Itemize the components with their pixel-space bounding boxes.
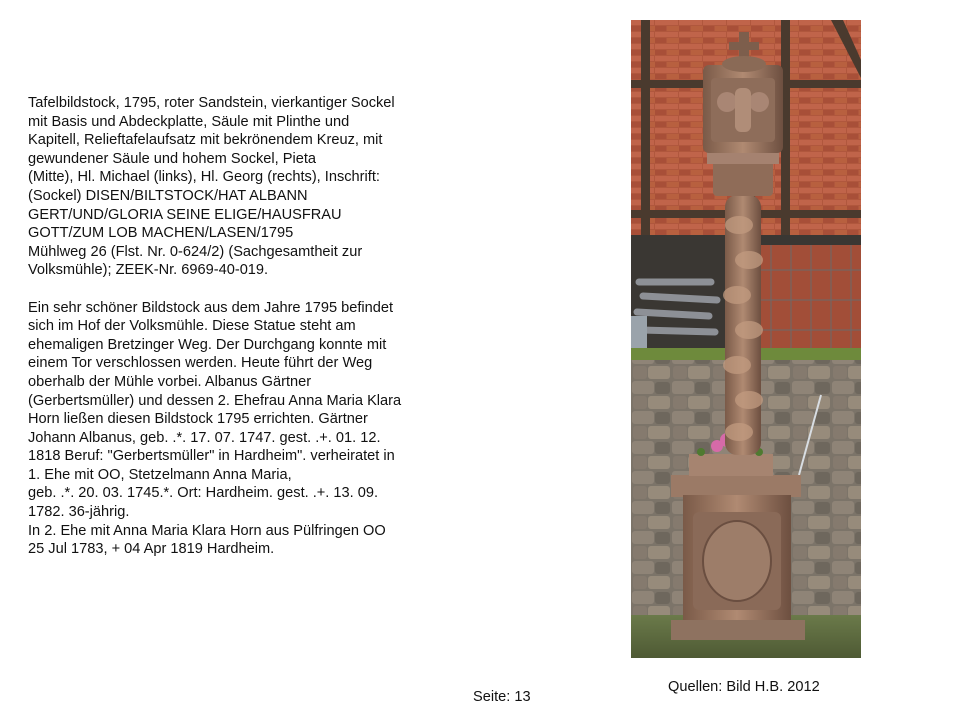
history-line: oberhalb der Mühle vorbei. Albanus Gärtner (28, 373, 312, 390)
photo-caption: Quellen: Bild H.B. 2012 (668, 679, 820, 695)
description-line: mit Basis und Abdeckplatte, Säule mit Plinthe und (28, 113, 350, 130)
description-line: (Mitte), Hl. Michael (links), Hl. Georg (rechts), Inschrift: (28, 169, 380, 186)
description-line: Mühlweg 26 (Flst. Nr. 0-624/2) (Sachgesamtheit zur (28, 243, 363, 260)
paragraph-gap (28, 280, 448, 299)
history-line: 1. Ehe mit OO, Stetzelmann Anna Maria, (28, 466, 292, 483)
history-line: Johann Albanus, geb. .*. 17. 07. 1747. gest. .+. 01. 12. (28, 429, 381, 446)
history-line: Horn ließen diesen Bildstock 1795 errichten. Gärtner (28, 411, 368, 428)
bildstock-illustration (631, 20, 861, 658)
history-line: Ein sehr schöner Bildstock aus dem Jahre 1795 befindet (28, 299, 394, 316)
history-line: (Gerbertsmüller) und dessen 2. Ehefrau Anna Maria Klara (28, 392, 402, 409)
history-line: sich im Hof der Volksmühle. Diese Statue steht am (28, 318, 356, 335)
history-line: 1818 Beruf: "Gerbertsmüller" in Hardheim". verheiratet in (28, 448, 395, 465)
history-line: 1782. 36-jährig. (28, 504, 130, 521)
description-line: GOTT/ZUM LOB MACHEN/LASEN/1795 (28, 225, 294, 242)
description-line: gewundener Säule und hohem Sockel, Pieta (28, 150, 317, 167)
text-column (28, 94, 448, 559)
description-line: GERT/UND/GLORIA SEINE ELIGE/HAUSFRAU (28, 206, 342, 223)
description-line: (Sockel) DISEN/BILTSTOCK/HAT ALBANN (28, 187, 308, 204)
description-line: Volksmühle); ZEEK-Nr. 6969-40-019. (28, 262, 269, 279)
history-line: geb. .*. 20. 03. 1745.*. Ort: Hardheim. gest. .+. 13. 09. (28, 485, 379, 502)
history-line: einem Tor verschlossen werden. Heute führt der Weg (28, 355, 373, 372)
description-line: Kapitell, Relieftafelaufsatz mit bekrönendem Kreuz, mit (28, 132, 383, 149)
bildstock-photo (631, 20, 861, 658)
history-line: In 2. Ehe mit Anna Maria Klara Horn aus Pülfringen OO (28, 522, 386, 539)
history-line: 25 Jul 1783, + 04 Apr 1819 Hardheim. (28, 541, 275, 558)
page-number: Seite: 13 (473, 689, 531, 705)
description-line: Tafelbildstock, 1795, roter Sandstein, vierkantiger Sockel (28, 95, 395, 111)
history-line: ehemaligen Bretzinger Weg. Der Durchgang konnte mit (28, 336, 387, 353)
